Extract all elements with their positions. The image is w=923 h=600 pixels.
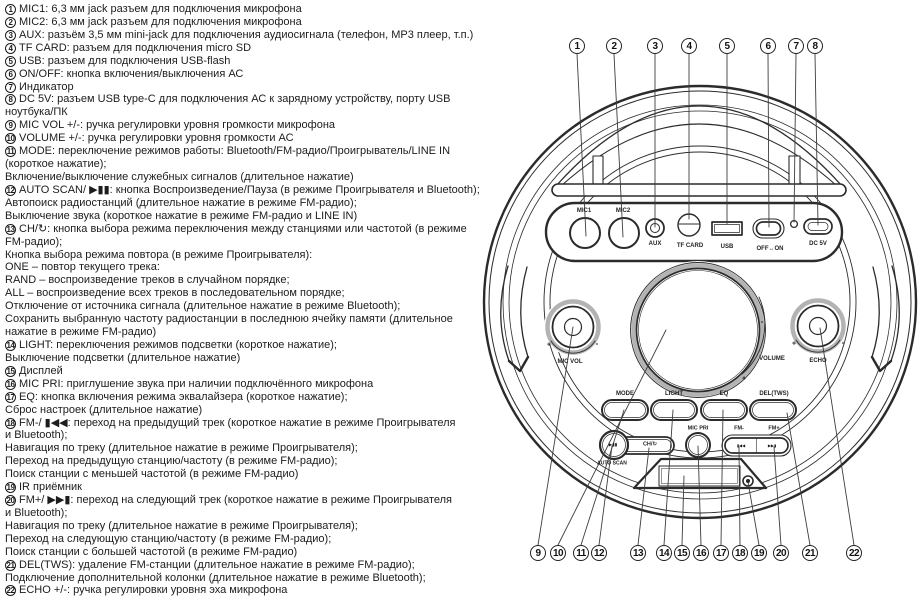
ch-label: CH/↻ <box>642 441 658 448</box>
circled-number: 16 <box>6 379 15 389</box>
legend-text: Выключение звука (короткое нажатие в режиме FM-радио и LINE IN) <box>5 209 358 222</box>
legend-text: LIGHT: переключения режимов подсветки (короткое нажатие); <box>19 338 337 351</box>
circled-number: 6 <box>5 69 16 80</box>
callout-5: 5 <box>719 38 735 54</box>
legend-text: нажатие в режиме FM-радио) <box>5 326 157 339</box>
callout-12: 12 <box>591 545 607 561</box>
legend-text: Переход на предыдущую станцию/частоту (в режиме FM-радио); <box>5 455 338 468</box>
callout-18: 18 <box>732 545 748 561</box>
circled-number: 2 <box>5 17 16 28</box>
mode-label: MODE <box>616 391 634 397</box>
legend-text: VOLUME +/-: ручка регулировки уровня громкости АС <box>19 132 294 145</box>
callout-15: 15 <box>674 545 690 561</box>
legend-text: Автопоиск радиостанций (длительное нажатие в режиме FM-радио); <box>5 196 357 209</box>
legend-text: Навигация по треку (длительное нажатие в режиме Проигрывателя); <box>5 442 358 455</box>
legend-text: Подключение дополнительной колонки (длительное нажатие в режиме Bluetooth); <box>5 571 426 584</box>
legend-text: и Bluetooth); <box>5 429 68 442</box>
callout-21: 21 <box>802 545 818 561</box>
circled-number: 15 <box>6 366 15 376</box>
legend-text: ALL – воспроизведение всех треков в последовательном порядке; <box>5 287 345 300</box>
fm-plus-label: FM+ <box>768 425 780 432</box>
legend-text: Поиск станции с большей частотой (в режиме FM-радио) <box>5 545 298 558</box>
power-label: OFF↔ON <box>756 246 784 252</box>
callout-10: 10 <box>550 545 566 561</box>
circled-number: 10 <box>6 134 15 144</box>
circled-number: 21 <box>6 560 15 570</box>
legend-text: DC 5V: разъем USB type-C для подключения АС к зарядному устройству, порту USB <box>19 93 451 106</box>
legend-text: Включение/выключение служебных сигналов (длительное нажатие) <box>5 170 354 183</box>
circled-number: 11 <box>6 147 15 157</box>
callout-11: 11 <box>573 545 589 561</box>
legend-text: FM-радио); <box>5 235 63 248</box>
legend-text: MIC PRI: приглушение звука при наличии подключённого микрофона <box>19 377 374 390</box>
aux-label: AUX <box>648 241 662 247</box>
echo-minus: - <box>841 338 845 347</box>
callout-22: 22 <box>846 545 862 561</box>
callout-19: 19 <box>751 545 767 561</box>
callout-3: 3 <box>647 38 663 54</box>
volume-label: VOLUME <box>759 356 785 362</box>
mic-vol-plus: + <box>546 341 552 349</box>
legend-text: TF CARD: разъем для подключения micro SD <box>19 41 252 54</box>
mic2-label: MIC2 <box>615 208 631 214</box>
circled-number: 18 <box>6 418 15 428</box>
circled-number: 7 <box>5 82 16 93</box>
legend-text: и Bluetooth); <box>5 506 68 519</box>
prev-glyph: ▮◀◀ <box>736 443 746 448</box>
callout-9: 9 <box>530 545 546 561</box>
light-label: LIGHT <box>665 391 683 397</box>
del-tws-label: DEL(TWS) <box>759 391 789 397</box>
mic1-label: MIC1 <box>576 208 592 214</box>
callout-2: 2 <box>606 38 622 54</box>
circled-number: 14 <box>6 340 15 350</box>
circled-number: 13 <box>6 224 15 234</box>
circled-number: 9 <box>5 120 16 131</box>
mic-pri-label: MIC PRI <box>687 425 709 432</box>
volume-plus: + <box>741 375 747 383</box>
circled-number: 19 <box>6 483 15 493</box>
legend-text: ONE – повтор текущего трека: <box>5 261 160 274</box>
legend-text: MIC VOL +/-: ручка регулировки уровня громкости микрофона <box>19 119 336 132</box>
legend-text: Дисплей <box>19 364 63 377</box>
next-glyph: ▶▶▮ <box>767 443 777 448</box>
legend-text: FM-/ ▮◀◀: переход на предыдущий трек (короткое нажатие в режиме Проигрывателя <box>19 416 456 429</box>
legend-text: Поиск станции с меньшей частотой (в режиме FM-радио) <box>5 468 299 481</box>
legend-text: IR приёмник <box>19 481 82 494</box>
legend-text: USB: разъем для подключения USB-flash <box>19 54 231 67</box>
callout-7: 7 <box>788 38 804 54</box>
echo-label: ECHO <box>809 358 827 364</box>
legend-text: MODE: переключение режимов работы: Bluetooth/FM-радио/Проигрыватель/LINE IN <box>19 145 451 158</box>
legend-text: AUX: разъём 3,5 мм mini-jack для подключения аудиосигнала (телефон, MP3 плеер, т.п.) <box>19 28 474 41</box>
callout-20: 20 <box>773 545 789 561</box>
callout-14: 14 <box>656 545 672 561</box>
legend-text: RAND – воспроизведение треков в случайном порядке; <box>5 274 290 287</box>
usb-label: USB <box>720 244 734 250</box>
eq-label: EQ <box>719 391 729 397</box>
mic-vol-label: MIC VOL <box>557 359 583 365</box>
circled-number: 20 <box>6 496 15 506</box>
legend-text: Кнопка выбора режима повтора (в режиме Проигрывателя): <box>5 248 313 261</box>
callout-16: 16 <box>693 545 709 561</box>
auto-scan-label: AUTO SCAN <box>597 460 627 467</box>
circled-number: 1 <box>5 4 16 15</box>
legend-text: Навигация по треку (длительное нажатие в режиме Проигрывателя); <box>5 519 358 532</box>
callout-6: 6 <box>760 38 776 54</box>
circled-number: 17 <box>6 392 15 402</box>
legend-text: Индикатор <box>19 80 74 93</box>
legend-text: Выключение подсветки (длительное нажатие) <box>5 351 241 364</box>
dc5v-label: DC 5V <box>809 241 827 247</box>
legend-text: Сброс настроек (длительное нажатие) <box>5 403 203 416</box>
callout-17: 17 <box>713 545 729 561</box>
legend-text: DEL(TWS): удаление FM-станции (длительное нажатие в режиме FM-радио); <box>19 558 415 571</box>
legend-text: (короткое нажатие); <box>5 158 107 171</box>
circled-number: 8 <box>5 94 16 105</box>
mic-vol-minus: - <box>595 339 599 348</box>
legend-text: FM+/ ▶▶▮: переход на следующий трек (короткое нажатие в режиме Проигрывателя <box>19 494 453 507</box>
legend-text: Отключение от источника сигнала (длительное нажатие в режиме Bluetooth); <box>5 300 401 313</box>
fm-minus-label: FM- <box>734 425 744 432</box>
play-pause-glyph: ▶▮▮ <box>608 441 618 447</box>
circled-number: 12 <box>6 185 15 195</box>
callout-13: 13 <box>630 545 646 561</box>
legend-text: ECHO +/-: ручка регулировки уровня эха микрофона <box>19 584 288 597</box>
callout-1: 1 <box>569 38 585 54</box>
legend-text: ноутбука/ПК <box>5 106 68 119</box>
legend-text: Сохранить выбранную частоту радиостанции в последнюю ячейку памяти (длительное <box>5 313 453 326</box>
circled-number: 3 <box>5 30 16 41</box>
legend-text: MIC1: 6,3 мм jack разъем для подключения микрофона <box>19 3 302 15</box>
legend-text: ON/OFF: кнопка включения/выключения АС <box>19 67 244 80</box>
legend-text: AUTO SCAN/ ▶▮▮: кнопка Воспроизведение/Пауза (в режиме Проигрывателя и Bluetooth); <box>19 183 480 196</box>
circled-number: 4 <box>5 43 16 54</box>
callout-8: 8 <box>807 38 823 54</box>
circled-number: 5 <box>5 56 16 67</box>
legend-text: CH/↻: кнопка выбора режима переключения между станциями или частотой (в режиме <box>19 222 467 235</box>
circled-number: 22 <box>6 586 15 596</box>
echo-plus: + <box>791 340 797 348</box>
legend-text: Переход на следующую станцию/частоту (в режиме FM-радио); <box>5 532 332 545</box>
callout-4: 4 <box>681 38 697 54</box>
legend-text: MIC2: 6,3 мм jack разъем для подключения микрофона <box>19 15 302 28</box>
volume-minus: - <box>760 317 764 326</box>
legend-text: EQ: кнопка включения режима эквалайзера (короткое нажатие); <box>19 390 348 403</box>
tf-card-label: TF CARD <box>676 243 704 249</box>
